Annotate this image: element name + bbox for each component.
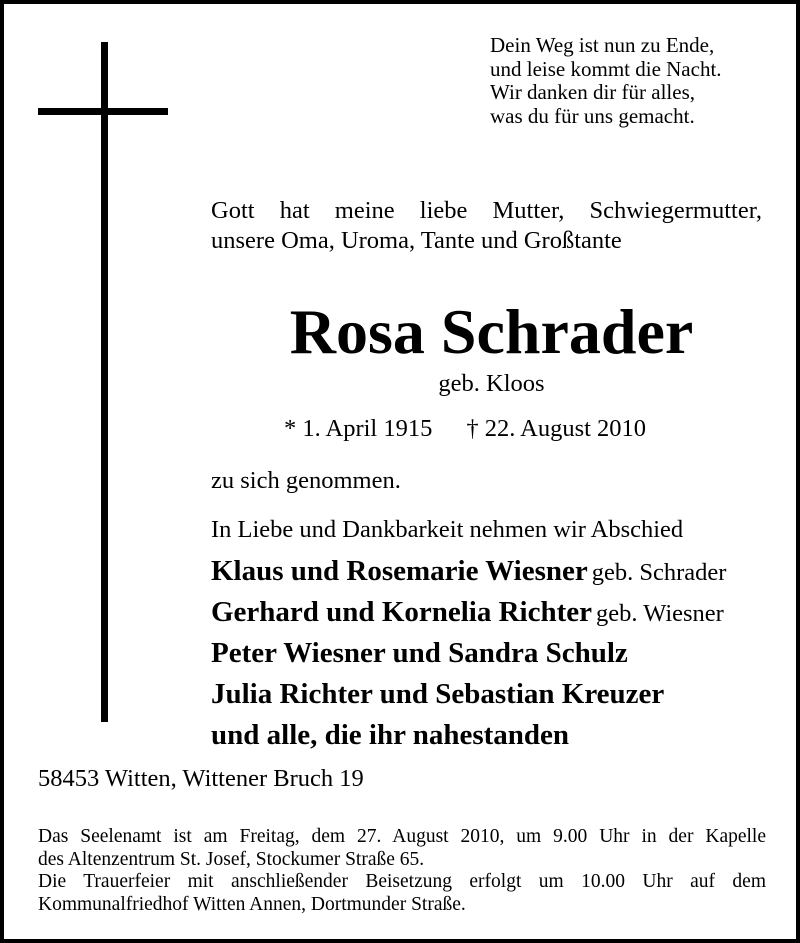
mourner-note: geb. Schrader <box>591 559 727 586</box>
death-date: † 22. August 2010 <box>466 415 647 442</box>
family-address: 58453 Witten, Wittener Bruch 19 <box>38 765 364 792</box>
poem-line: Dein Weg ist nun zu Ende, <box>490 33 715 57</box>
mourner-name: und alle, die ihr nahestanden <box>211 719 570 751</box>
mourner-name: Gerhard und Kornelia Richter <box>211 596 593 628</box>
mourner-name: Julia Richter und Sebastian Kreuzer <box>211 678 665 710</box>
birth-date: * 1. April 1915 <box>284 415 433 442</box>
service-line: Die Trauerfeier mit anschließender Beisetzung erfolgt um 10.00 Uhr auf dem <box>38 871 766 892</box>
mourner-note: geb. Wiesner <box>596 600 724 627</box>
latin-cross-icon <box>38 42 168 722</box>
life-dates <box>284 414 646 444</box>
poem-line: Wir danken dir für alles, <box>490 80 695 104</box>
deceased-name: Rosa Schrader <box>289 296 694 367</box>
poem-line: und leise kommt die Nacht. <box>490 56 722 81</box>
cross-horizontal-bar <box>38 108 168 115</box>
birth-name: geb. Kloos <box>438 370 545 397</box>
mourner-row <box>211 635 726 676</box>
poem <box>490 34 722 128</box>
mourner-name: Klaus und Rosemarie Wiesner <box>211 555 588 587</box>
mourners-list <box>211 553 726 758</box>
service-line: Das Seelenamt ist am Freitag, dem 27. August 2010, um 9.00 Uhr in der Kapelle <box>38 826 766 847</box>
mourner-row <box>211 553 726 594</box>
mourner-row <box>211 717 726 758</box>
cross-vertical-bar <box>101 42 108 722</box>
intro-line: Gott hat meine liebe Mutter, Schwiegermutter, <box>211 197 762 224</box>
service-line: des Altenzentrum St. Josef, Stockumer Straße 65. <box>38 848 425 870</box>
intro-line: unsere Oma, Uroma, Tante und Großtante <box>211 227 622 254</box>
mourner-row <box>211 594 726 635</box>
mourner-name: Peter Wiesner und Sandra Schulz <box>211 637 628 669</box>
intro-text <box>211 196 762 256</box>
service-details <box>38 826 766 916</box>
mourner-row <box>211 676 726 717</box>
taken-text: zu sich genommen. <box>211 467 401 494</box>
service-line: Kommunalfriedhof Witten Annen, Dortmunder Straße. <box>38 893 466 915</box>
poem-line: was du für uns gemacht. <box>490 103 695 128</box>
farewell-text: In Liebe und Dankbarkeit nehmen wir Abschied <box>211 516 684 543</box>
